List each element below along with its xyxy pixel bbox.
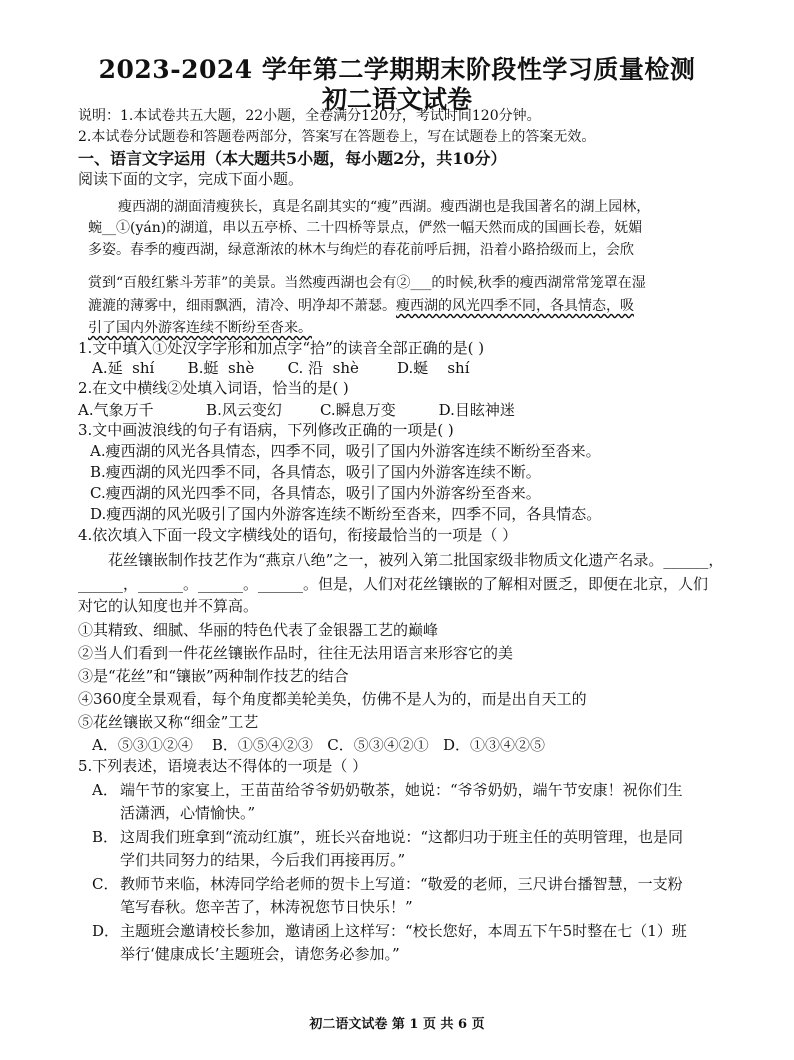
- q3-option-c: C.瘦西湖的风光四季不同，各具情态，吸引了国内外游客纷至沓来。: [90, 484, 541, 502]
- q1-options: A.延 shí B.蜓 shè C. 沿 shè D.蜒 shí: [92, 359, 470, 377]
- wavy-underlined-sentence: 瘦西湖的风光四季不同，各具情态，吸: [396, 298, 634, 314]
- section-1-heading: 一、语言文字运用（本大题共5小题，每小题2分，共10分）: [78, 149, 507, 168]
- passage-line-4: 赏到“百般红紫斗芳菲”的美景。当然瘦西湖也会有②___的时候,秋季的瘦西湖常常笼罩在湿: [88, 275, 646, 291]
- q5-option-d-line-1: 主题班会邀请校长参加，邀请函上这样写：“校长您好，本周五下午5时整在七（1）班: [120, 922, 687, 940]
- q5-option-a-line-2: 活潇洒，心情愉快。”: [120, 804, 256, 822]
- q5-option-d-line-2: 举行‘健康成长’主题班会，请您务必参加。”: [120, 945, 400, 963]
- instruction-line-1: 说明：1.本试卷共五大题，22小题，全卷满分120分，考试时间120分钟。: [78, 108, 541, 124]
- q3-option-b: B.瘦西湖的风光四季不同，各具情态，吸引了国内外游客连续不断。: [90, 463, 541, 481]
- q5-option-a-label: A．: [92, 781, 118, 799]
- section-1-intro: 阅读下面的文字，完成下面小题。: [78, 170, 304, 188]
- q1-stem: 1.文中填入①处汉字字形和加点字“拾”的读音全部正确的是( ): [78, 339, 485, 357]
- page-footer: 初二语文试卷 第 1 页 共 6 页: [309, 1017, 485, 1032]
- q5-option-c-line-2: 笔写春秋。您辛苦了，林涛祝您节日快乐！”: [120, 898, 413, 916]
- q4-item-4: ④360度全景观看，每个角度都美轮美奂，仿佛不是人为的，而是出自天工的: [78, 690, 587, 708]
- passage-plain-text: 漉漉的薄雾中，细雨飘洒，清冷、明净却不萧瑟。: [88, 298, 396, 314]
- exam-subtitle: 初二语文试卷: [321, 85, 472, 114]
- q5-option-b-label: B．: [92, 828, 119, 846]
- passage-line-5: [88, 296, 634, 317]
- instruction-line-2: 2.本试卷分试题卷和答题卷两部分，答案写在答题卷上，写在试题卷上的答案无效。: [78, 129, 596, 145]
- q4-item-3: ③是“花丝”和“镶嵌”两种制作技艺的结合: [78, 667, 349, 685]
- q3-stem: 3.文中画波浪线的句子有语病，下列修改正确的一项是( ): [78, 421, 454, 439]
- q4-passage-line-3: 对它的认知度也并不算高。: [78, 597, 259, 615]
- q4-passage-line-2: ______，______。______。______。但是，人们对花丝镶嵌的了解相对匮乏，即便在北京，人们: [78, 575, 709, 593]
- q5-option-d-label: D．: [92, 922, 120, 940]
- q3-option-a: A.瘦西湖的风光各具情态，四季不同，吸引了国内外游客连续不断纷至沓来。: [90, 442, 601, 460]
- q4-stem: 4.依次填入下面一段文字横线处的语句，衔接最恰当的一项是（ ）: [78, 526, 518, 544]
- q4-item-1: ①其精致、细腻、华丽的特色代表了金银器工艺的巅峰: [78, 621, 439, 639]
- q5-option-a-line-1: 端午节的家宴上，王苗苗给爷爷奶奶敬茶，她说：“爷爷奶奶，端午节安康！祝你们生: [120, 781, 683, 799]
- q5-option-b-line-1: 这周我们班拿到“流动红旗”，班长兴奋地说：“这都归功于班主任的英明管理，也是同: [120, 828, 684, 846]
- passage-line-1: 瘦西湖的湖面清瘦狭长，真是名副其实的“瘦”西湖。瘦西湖也是我国著名的湖上园林，: [118, 199, 651, 215]
- q5-option-b-line-2: 学们共同努力的结果，今后我们再接再厉。”: [120, 851, 406, 869]
- passage-line-6: [88, 318, 312, 339]
- q3-option-d: D.瘦西湖的风光吸引了国内外游客连续不断纷至沓来，四季不同，各具情态。: [90, 505, 602, 523]
- wavy-underlined-sentence-end: 引了国内外游客连续不断纷至沓来。: [88, 320, 312, 336]
- q5-option-c-label: C．: [92, 875, 119, 893]
- passage-line-3: 多姿。春季的瘦西湖，绿意渐浓的林木与绚烂的春花前呼后拥，沿着小路拾级而上，会欣: [88, 242, 634, 258]
- q5-option-c-line-1: 教师节来临，林涛同学给老师的贺卡上写道：“敬爱的老师，三尺讲台播智慧，一支粉: [120, 875, 683, 893]
- q4-item-2: ②当人们看到一件花丝镶嵌作品时，往往无法用语言来形容它的美: [78, 644, 514, 662]
- exam-title: 2023-2024 学年第二学期期末阶段性学习质量检测: [98, 55, 696, 84]
- q2-options: A.气象万千 B.风云变幻 C.瞬息万变 D.目眩神迷: [78, 401, 515, 419]
- passage-line-2: 蜿__①(yán)的湖道，串以五亭桥、二十四桥等景点，俨然一幅天然而成的国画长卷，妩媚: [88, 220, 643, 236]
- q4-passage-line-1: 花丝镶嵌制作技艺作为“燕京八绝”之一，被列入第二批国家级非物质文化遗产名录。______，: [108, 551, 724, 569]
- q2-stem: 2.在文中横线②处填入词语，恰当的是( ): [78, 379, 349, 397]
- q5-stem: 5.下列表述，语境表达不得体的一项是（ ）: [78, 757, 368, 775]
- q4-item-5: ⑤花丝镶嵌又称“细金”工艺: [78, 713, 259, 731]
- q4-options: A．⑤③①②④ B．①⑤④②③ C．⑤③④②① D．①③④②⑤: [92, 736, 546, 754]
